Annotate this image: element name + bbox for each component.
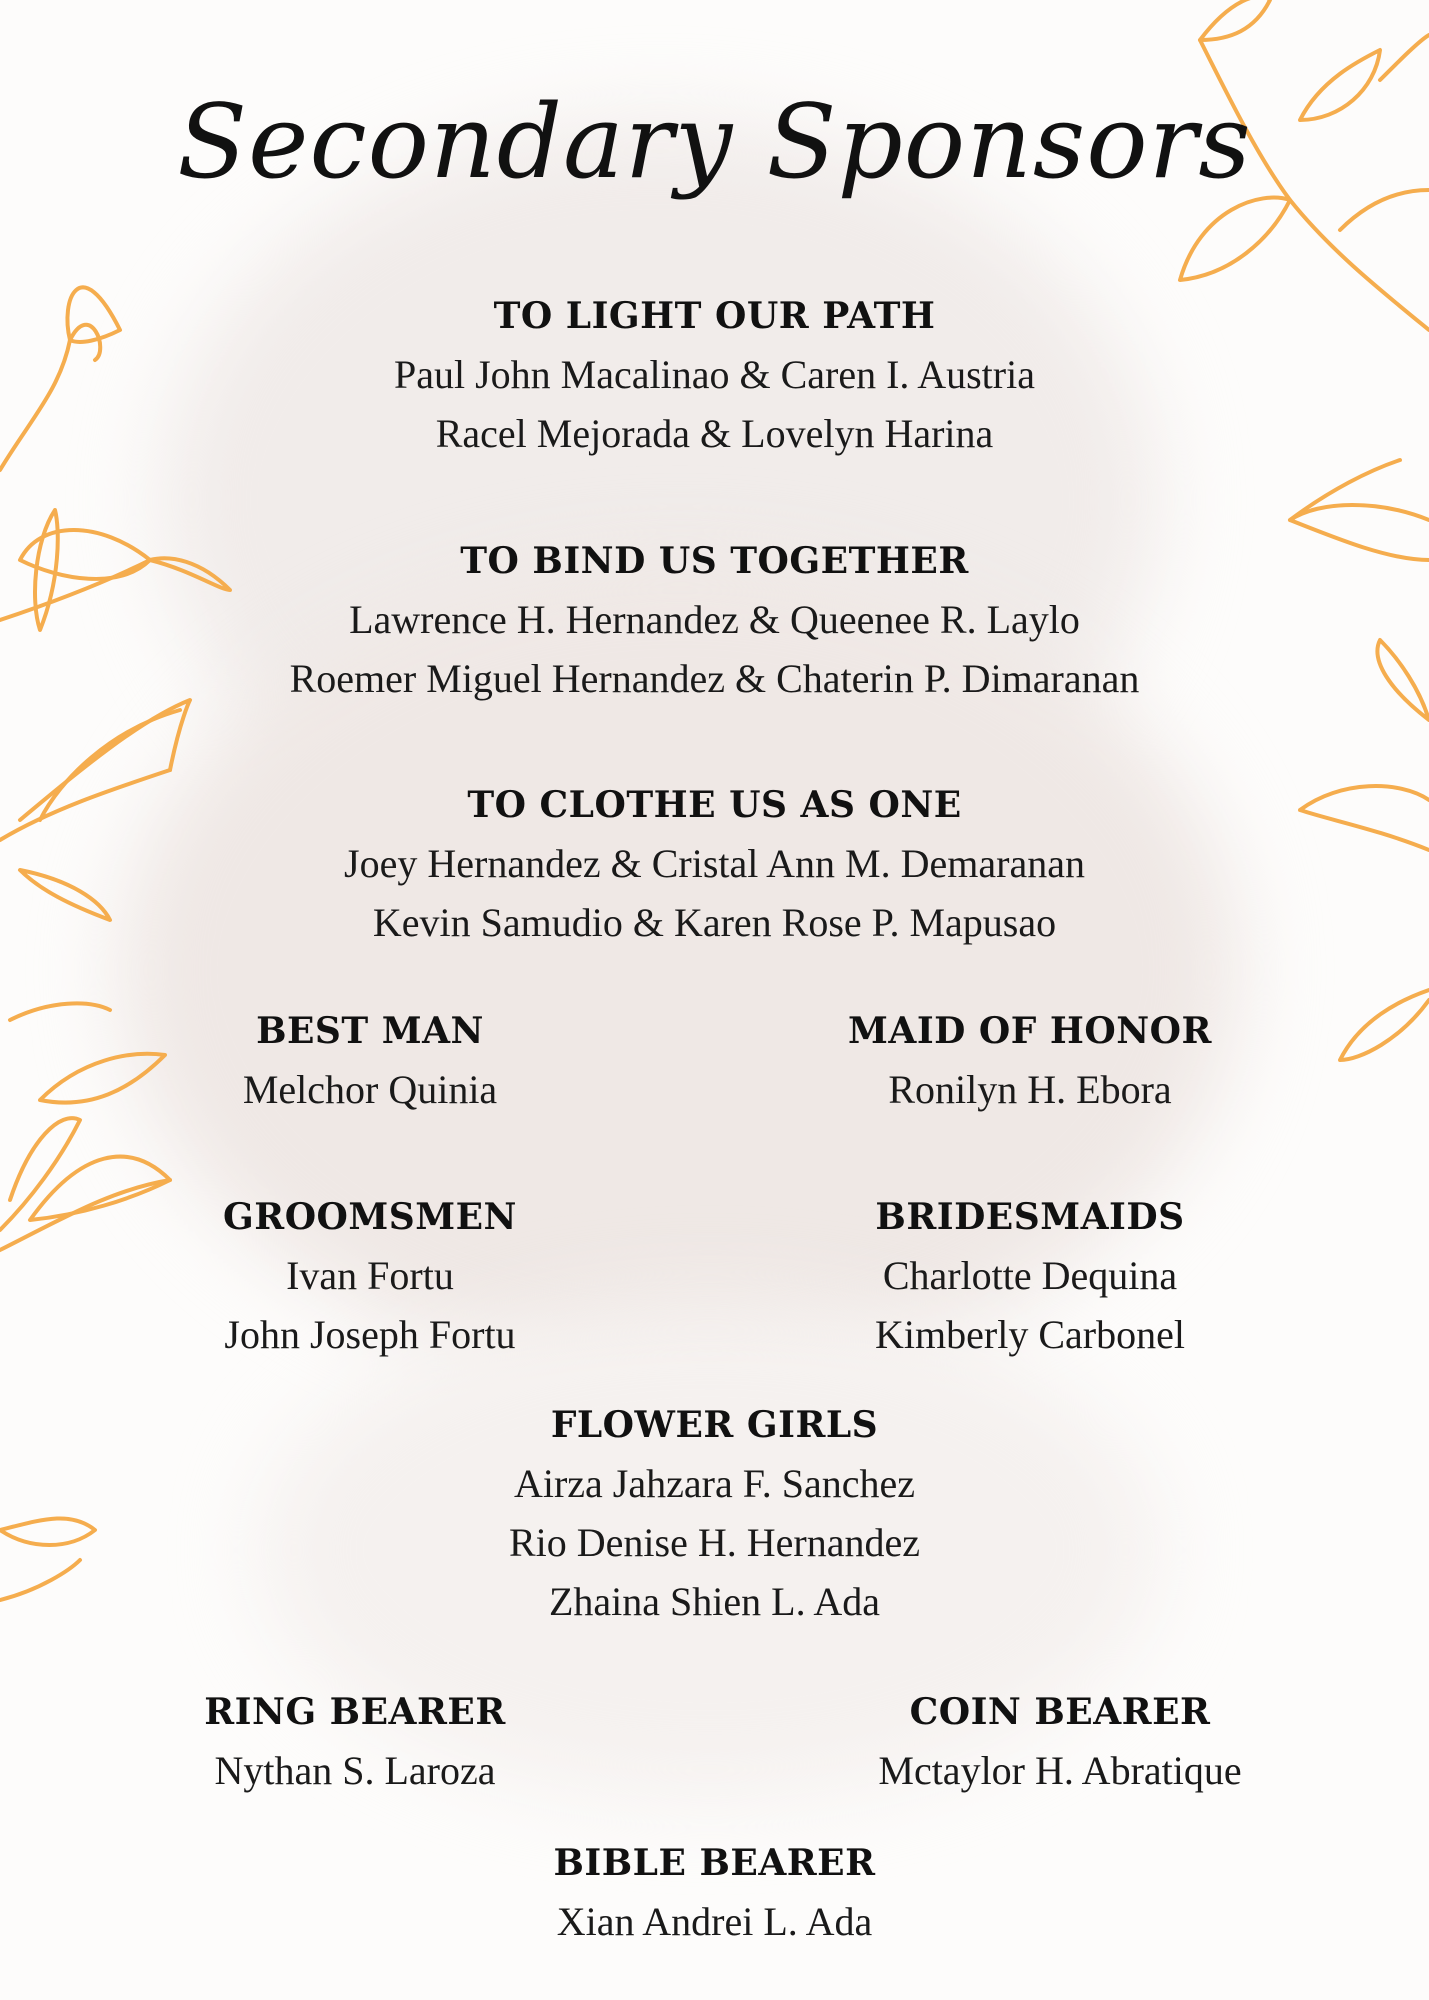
sponsor-name: Joey Hernandez & Cristal Ann M. Demaranan xyxy=(344,841,1085,886)
sponsor-section-clothe-us-as-one xyxy=(200,776,1229,952)
sponsor-name: Nythan S. Laroza xyxy=(214,1748,496,1793)
sponsor-name: Lawrence H. Hernandez & Queenee R. Laylo xyxy=(349,597,1080,642)
section-heading: GROOMSMEN xyxy=(223,1196,517,1238)
sponsor-section-groomsmen xyxy=(160,1188,580,1364)
sponsor-name: Roemer Miguel Hernandez & Chaterin P. Dimaranan xyxy=(289,656,1140,701)
sponsor-name: Melchor Quinia xyxy=(242,1067,498,1112)
sponsor-name: Rio Denise H. Hernandez xyxy=(509,1520,920,1565)
section-heading: BEST MAN xyxy=(256,1010,484,1052)
sponsor-name: Racel Mejorada & Lovelyn Harina xyxy=(435,411,994,456)
sponsor-name: Paul John Macalinao & Caren I. Austria xyxy=(394,352,1035,397)
sponsor-section-flower-girls xyxy=(200,1396,1229,1631)
page-title: Secondary Sponsors xyxy=(177,83,1252,202)
sponsor-name: Ronilyn H. Ebora xyxy=(888,1067,1172,1112)
section-heading: BIBLE BEARER xyxy=(553,1842,876,1884)
sponsor-name: John Joseph Fortu xyxy=(224,1312,516,1357)
section-heading: MAID OF HONOR xyxy=(848,1010,1212,1052)
sponsor-name: Mctaylor H. Abratique xyxy=(878,1748,1242,1793)
section-heading: FLOWER GIRLS xyxy=(550,1404,879,1446)
section-heading: COIN BEARER xyxy=(909,1691,1211,1733)
sponsor-section-coin-bearer xyxy=(840,1683,1280,1800)
sponsor-name: Kevin Samudio & Karen Rose P. Mapusao xyxy=(372,900,1057,945)
sponsor-section-bridesmaids xyxy=(810,1188,1250,1364)
sponsor-name: Xian Andrei L. Ada xyxy=(556,1899,873,1944)
sponsor-section-maid-of-honor xyxy=(810,1002,1250,1119)
sponsor-section-ring-bearer xyxy=(150,1683,560,1800)
sponsor-name: Airza Jahzara F. Sanchez xyxy=(513,1461,916,1506)
sponsor-section-best-man xyxy=(160,1002,580,1119)
sponsor-section-bible-bearer xyxy=(200,1834,1229,1951)
section-heading: TO BIND US TOGETHER xyxy=(460,540,969,582)
section-heading: BRIDESMAIDS xyxy=(875,1196,1185,1238)
sponsor-name: Kimberly Carbonel xyxy=(875,1312,1185,1357)
sponsor-section-light-our-path xyxy=(200,287,1229,463)
section-heading: RING BEARER xyxy=(204,1691,506,1733)
sponsor-name: Zhaina Shien L. Ada xyxy=(548,1579,881,1624)
sponsor-name: Ivan Fortu xyxy=(286,1253,454,1298)
section-heading: TO LIGHT OUR PATH xyxy=(493,295,936,337)
sponsor-name: Charlotte Dequina xyxy=(882,1253,1178,1298)
sponsor-section-bind-us-together xyxy=(200,532,1229,708)
section-heading: TO CLOTHE US AS ONE xyxy=(467,784,962,826)
